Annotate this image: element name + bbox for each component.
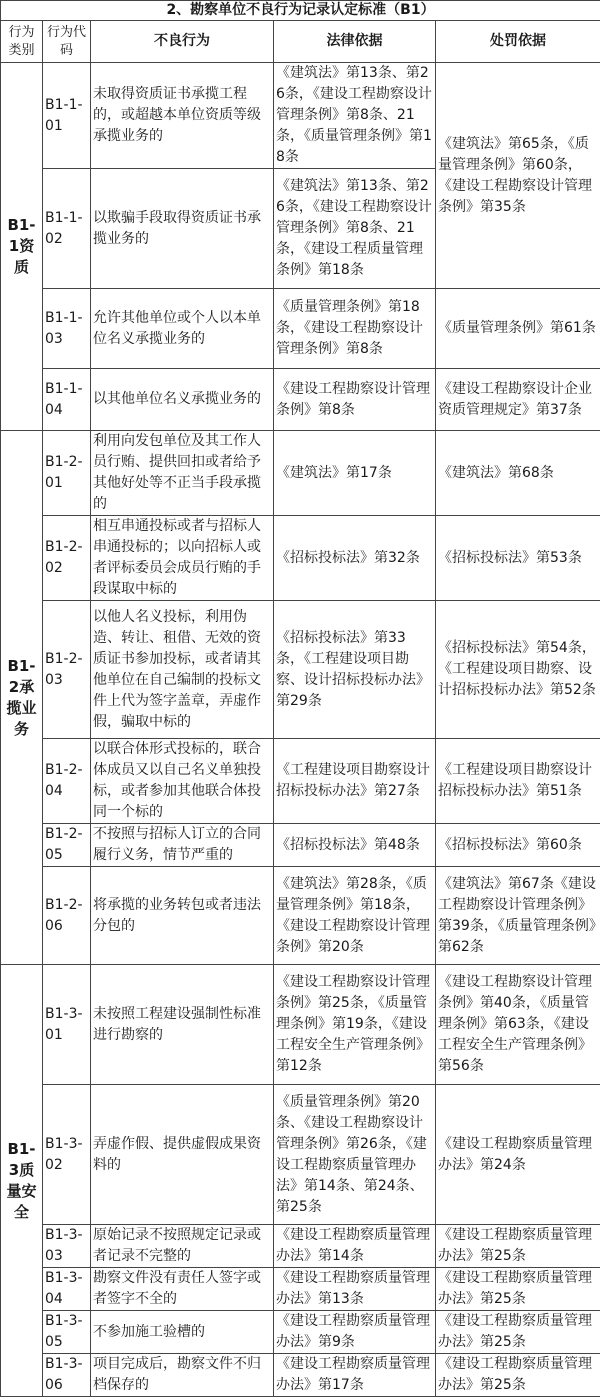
row-legal: 《建设工程勘察设计管理条例》第25条，《质量管理条例》第19条，《建设工程安全生产管理条例》第12条 (274, 965, 436, 1085)
row-legal: 《招标投标法》第48条 (274, 824, 436, 867)
table-row (1, 63, 600, 169)
row-behavior: 以他人名义投标，利用伪造、转让、租借、无效的资质证书参加投标，或者请其他单位在自己编制的投标文件上代为签字盖章，弄虚作假，骗取中标的 (91, 601, 274, 739)
table-title: 2、勘察单位不良行为记录认定标准（B1） (1, 1, 600, 21)
row-legal: 《建设工程勘察设计管理条例》第8条 (274, 369, 436, 431)
row-code: B1-3-01 (43, 965, 91, 1085)
row-behavior: 勘察文件没有责任人签字或者签字不全的 (91, 1268, 274, 1311)
row-legal: 《建筑法》第13条、第26条，《建设工程勘察设计管理条例》第8条、21条，《质量管理条例》第18条 (274, 63, 436, 169)
header-code: 行为代码 (43, 21, 91, 63)
table-row (1, 601, 600, 739)
row-penalty: 《工程建设项目勘察设计招标投标办法》第51条 (436, 739, 600, 824)
row-penalty: 《招标投标法》第60条 (436, 824, 600, 867)
row-code: B1-3-06 (43, 1354, 91, 1397)
row-legal: 《建筑法》第17条 (274, 431, 436, 516)
table-row (1, 867, 600, 965)
row-code: B1-1-02 (43, 169, 91, 289)
row-legal: 《建设工程勘察质量管理办法》第17条 (274, 1354, 436, 1397)
row-behavior: 未按照工程建设强制性标准进行勘察的 (91, 965, 274, 1085)
table-row (1, 739, 600, 824)
table-row (1, 431, 600, 516)
row-penalty: 《建设工程勘察设计管理条例》第40条，《质量管理条例》第63条，《建设工程安全生产管理条例》第56条 (436, 965, 600, 1085)
table-row (1, 1268, 600, 1311)
row-legal: 《招标投标法》第32条 (274, 516, 436, 601)
table-row (1, 516, 600, 601)
header-category: 行为类别 (1, 21, 43, 63)
row-penalty: 《建设工程勘察质量管理办法》第24条 (436, 1085, 600, 1225)
row-code: B1-1-03 (43, 289, 91, 369)
category-cell: B1-1资质 (1, 63, 43, 431)
row-behavior: 以欺骗手段取得资质证书承揽业务的 (91, 169, 274, 289)
row-penalty: 《建筑法》第65条，《质量管理条例》第60条，《建设工程勘察设计管理条例》第35条 (436, 63, 600, 289)
category-cell: B1-3质量安全 (1, 965, 43, 1397)
row-behavior: 以联合体形式投标的，联合体成员又以自己名义单独投标，或者参加其他联合体投同一个标的 (91, 739, 274, 824)
row-behavior: 允许其他单位或个人以本单位名义承揽业务的 (91, 289, 274, 369)
header-behavior: 不良行为 (91, 21, 274, 63)
table-row (1, 289, 600, 369)
row-behavior: 相互串通投标或者与招标人串通投标的；以向招标人或者评标委员会成员行贿的手段谋取中标的 (91, 516, 274, 601)
row-penalty: 《建设工程勘察质量管理办法》第25条 (436, 1311, 600, 1354)
row-code: B1-3-02 (43, 1085, 91, 1225)
row-legal: 《建筑法》第28条，《质量管理条例》第18条，《建设工程勘察设计管理条例》第20条 (274, 867, 436, 965)
header-legal: 法律依据 (274, 21, 436, 63)
header-penalty: 处罚依据 (436, 21, 600, 63)
row-behavior: 将承揽的业务转包或者违法分包的 (91, 867, 274, 965)
row-behavior: 弄虚作假、提供虚假成果资料的 (91, 1085, 274, 1225)
row-legal: 《招标投标法》第33条，《工程建设项目勘察、设计招标投标办法》第29条 (274, 601, 436, 739)
table-row (1, 1311, 600, 1354)
row-code: B1-2-02 (43, 516, 91, 601)
table-row (1, 1225, 600, 1268)
row-legal: 《建筑法》第13条、第26条，《建设工程勘察设计管理条例》第8条、21条，《建设工程质量管理条例》第18条 (274, 169, 436, 289)
row-behavior: 利用向发包单位及其工作人员行贿、提供回扣或者给予其他好处等不正当手段承揽的 (91, 431, 274, 516)
row-code: B1-1-04 (43, 369, 91, 431)
row-penalty: 《建设工程勘察设计企业资质管理规定》第37条 (436, 369, 600, 431)
row-code: B1-2-01 (43, 431, 91, 516)
row-legal: 《建设工程勘察质量管理办法》第14条 (274, 1225, 436, 1268)
table-row (1, 369, 600, 431)
row-penalty: 《建设工程勘察质量管理办法》第25条 (436, 1268, 600, 1311)
row-penalty: 《建筑法》第68条 (436, 431, 600, 516)
table-row (1, 1085, 600, 1225)
row-code: B1-3-03 (43, 1225, 91, 1268)
row-code: B1-2-05 (43, 824, 91, 867)
row-behavior: 不按照与招标人订立的合同履行义务，情节严重的 (91, 824, 274, 867)
row-penalty: 《建设工程勘察质量管理办法》第25条 (436, 1354, 600, 1397)
row-legal: 《质量管理条例》第18条，《建设工程勘察设计管理条例》第8条 (274, 289, 436, 369)
row-code: B1-2-03 (43, 601, 91, 739)
row-legal: 《质量管理条例》第20条、《建设工程勘察设计管理条例》第26条，《建设工程勘察质量管理办法》第14条、第24条、第25条 (274, 1085, 436, 1225)
row-behavior: 项目完成后，勘察文件不归档保存的 (91, 1354, 274, 1397)
category-cell: B1-2承揽业务 (1, 431, 43, 965)
row-behavior: 以其他单位名义承揽业务的 (91, 369, 274, 431)
row-code: B1-3-05 (43, 1311, 91, 1354)
row-penalty: 《建设工程勘察质量管理办法》第25条 (436, 1225, 600, 1268)
row-code: B1-1-01 (43, 63, 91, 169)
table-row (1, 824, 600, 867)
row-penalty: 《质量管理条例》第61条 (436, 289, 600, 369)
row-behavior: 原始记录不按照规定记录或者记录不完整的 (91, 1225, 274, 1268)
row-legal: 《建设工程勘察质量管理办法》第13条 (274, 1268, 436, 1311)
table-row (1, 965, 600, 1085)
row-behavior: 未取得资质证书承揽工程的，或超越本单位资质等级承揽业务的 (91, 63, 274, 169)
row-behavior: 不参加施工验槽的 (91, 1311, 274, 1354)
row-penalty: 《招标投标法》第53条 (436, 516, 600, 601)
row-penalty: 《招标投标法》第54条，《工程建设项目勘察、设计招标投标办法》第52条 (436, 601, 600, 739)
row-penalty: 《建筑法》第67条《建设工程勘察设计管理条例》第39条，《质量管理条例》第62条 (436, 867, 600, 965)
row-code: B1-2-06 (43, 867, 91, 965)
row-legal: 《建设工程勘察质量管理办法》第9条 (274, 1311, 436, 1354)
row-code: B1-2-04 (43, 739, 91, 824)
row-legal: 《工程建设项目勘察设计招标投标办法》第27条 (274, 739, 436, 824)
row-code: B1-3-04 (43, 1268, 91, 1311)
